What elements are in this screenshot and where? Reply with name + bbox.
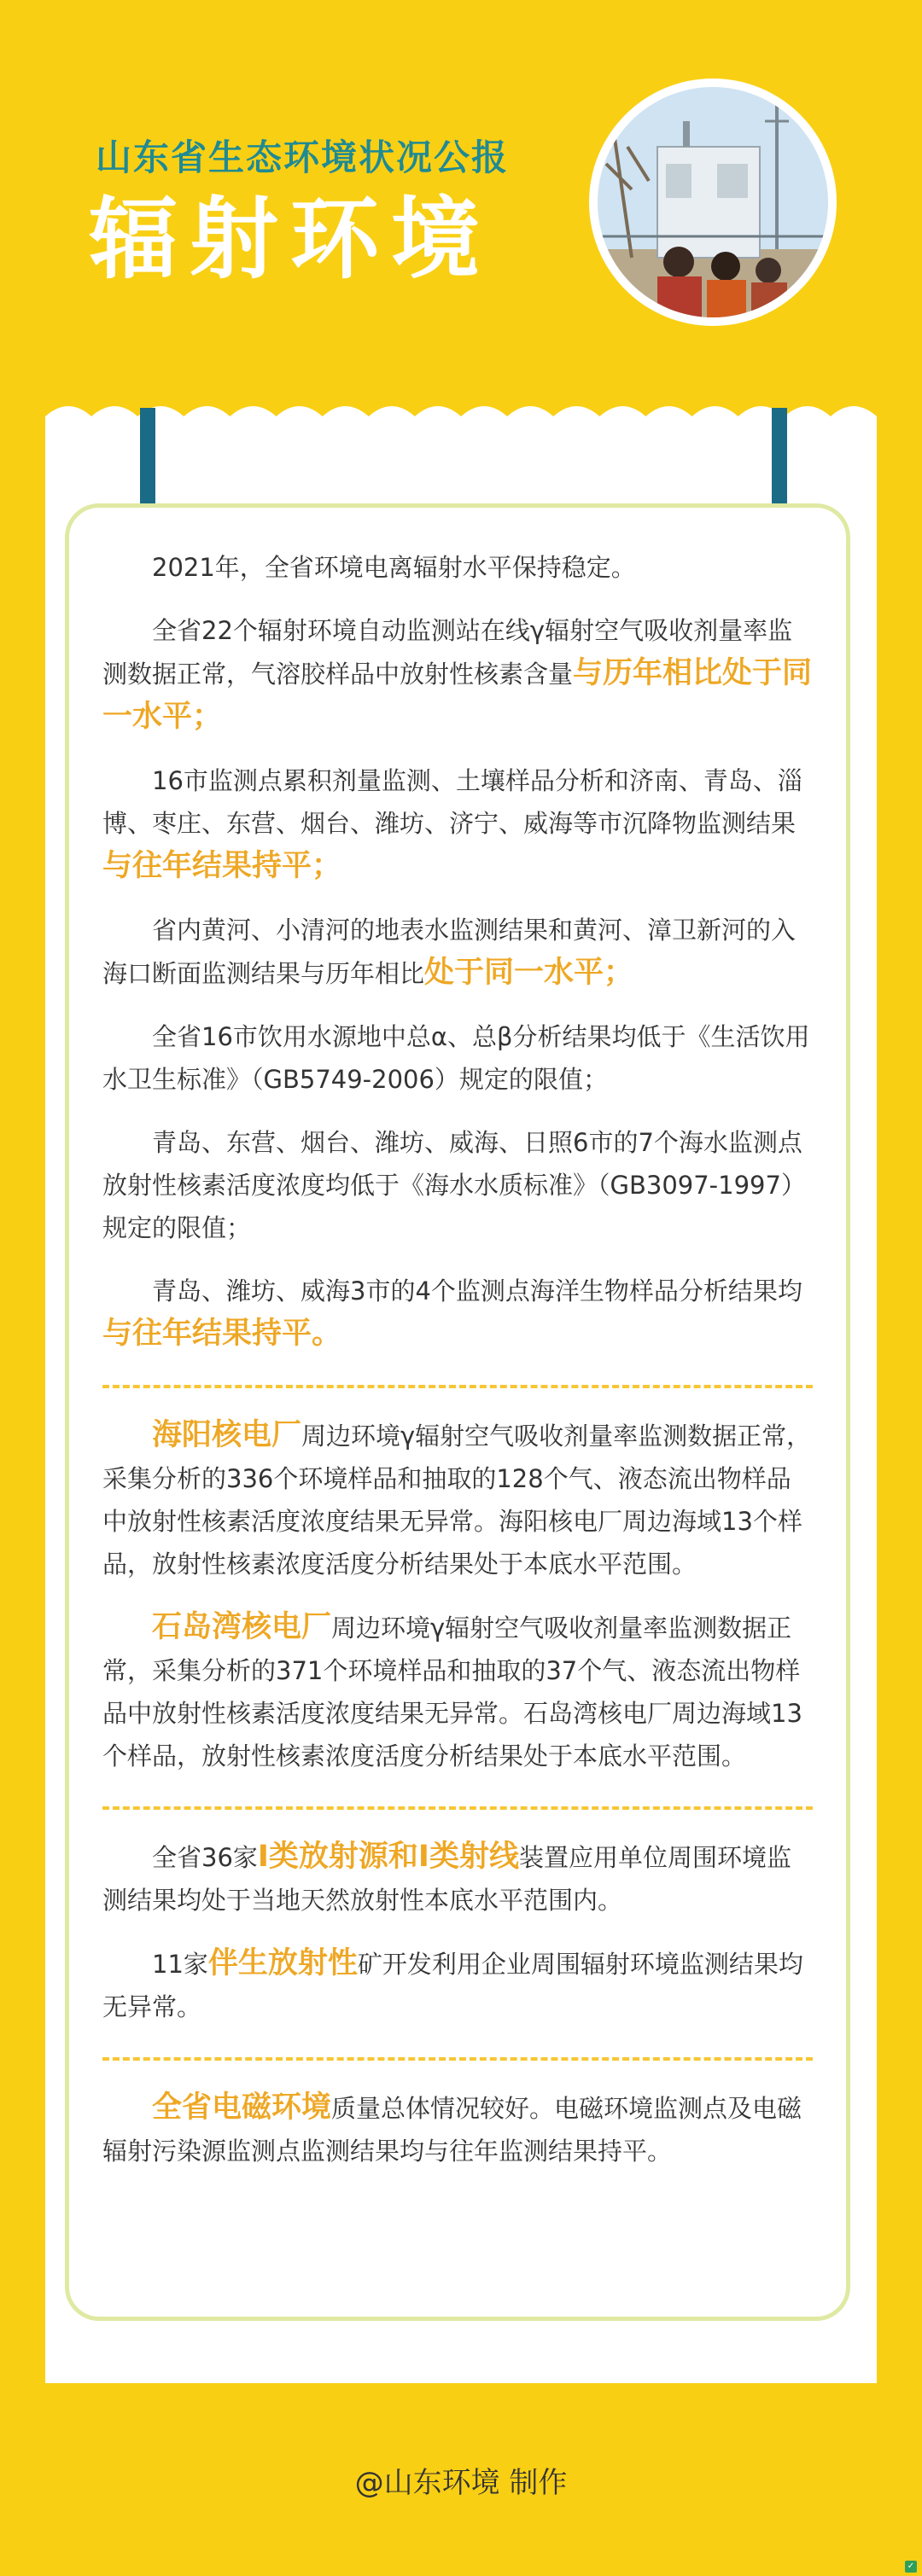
auto-stations-text: 全省22个辐射环境自动监测站在线γ辐射空气吸收剂量率监测数据正常，气溶胶样品中放射性核素含量 bbox=[102, 616, 793, 689]
header-photo bbox=[589, 79, 837, 326]
shidaowan-text: 周边环境γ辐射空气吸收剂量率监测数据正常，采集分析的371个环境样品和抽取的37个气、液态流出物样品中放射性核素活度浓度结果无异常。石岛湾核电厂周边海域13个样品，放射性核素浓度活度分析结果处于本底水平范围。 bbox=[102, 1614, 802, 1771]
corner-badge-icon: ✓ bbox=[905, 2561, 917, 2573]
report-subtitle: 山东省生态环境状况公报 bbox=[96, 137, 510, 178]
electromagnetic-highlight: 全省电磁环境 bbox=[152, 2090, 332, 2125]
haiyang-highlight: 海阳核电厂 bbox=[152, 1418, 302, 1452]
monitoring-station-illustration bbox=[598, 87, 828, 317]
hanger-rod-right bbox=[772, 408, 787, 509]
paragraph-electromagnetic bbox=[102, 2086, 813, 2172]
paragraph-shidaowan bbox=[102, 1606, 813, 1777]
dashed-divider bbox=[102, 1806, 813, 1810]
radiation-sources-highlight: Ⅰ类放射源和Ⅰ类射线 bbox=[257, 1840, 519, 1874]
auto-stations-highlight: 与历年相比处于同一水平； bbox=[102, 656, 813, 734]
marine-biology-highlight: 与往年结果持平。 bbox=[102, 1317, 342, 1351]
paragraph-city-monitoring bbox=[102, 759, 813, 888]
scalloped-edge bbox=[45, 403, 877, 430]
report-content bbox=[102, 546, 813, 2172]
paragraph-radiation-sources bbox=[102, 1835, 813, 1922]
marine-biology-text: 青岛、潍坊、威海3市的4个监测点海洋生物样品分析结果均 bbox=[152, 1276, 802, 1305]
dashed-divider bbox=[102, 1385, 813, 1388]
hanger-rod-left bbox=[140, 408, 155, 509]
paragraph-summary bbox=[102, 546, 813, 589]
city-monitoring-highlight: 与往年结果持平； bbox=[102, 849, 342, 883]
radiation-sources-prefix: 全省36家 bbox=[152, 1843, 258, 1872]
dashed-divider bbox=[102, 2057, 813, 2061]
radiation-sources-text: 装置应用单位周围环境监测结果均处于当地天然放射性本底水平范围内。 bbox=[102, 1843, 791, 1915]
paragraph-marine-biology bbox=[102, 1270, 813, 1356]
paragraph-sea-water bbox=[102, 1121, 813, 1249]
paragraph-drinking-water bbox=[102, 1015, 813, 1101]
paragraph-associated-radioactivity bbox=[102, 1942, 813, 2028]
paragraph-surface-water bbox=[102, 909, 813, 995]
drinking-water-text: 全省16市饮用水源地中总α、总β分析结果均低于《生活饮用水卫生标准》（GB5749-2006）规定的限值； bbox=[102, 1022, 810, 1094]
sea-water-text: 青岛、东营、烟台、潍坊、威海、日照6市的7个海水监测点放射性核素活度浓度均低于《海水水质标准》（GB3097-1997）规定的限值； bbox=[102, 1128, 806, 1242]
haiyang-text: 周边环境γ辐射空气吸收剂量率监测数据正常，采集分析的336个环境样品和抽取的128个气、液态流出物样品中放射性核素活度浓度结果无异常。海阳核电厂周边海域13个样品，放射性核素浓度活度分析结果处于本底水平范围。 bbox=[102, 1422, 812, 1579]
surface-water-text: 省内黄河、小清河的地表水监测结果和黄河、漳卫新河的入海口断面监测结果与历年相比 bbox=[102, 916, 797, 988]
electromagnetic-text: 质量总体情况较好。电磁环境监测点及电磁辐射污染源监测点监测结果均与往年监测结果持平。 bbox=[102, 2094, 802, 2166]
shidaowan-highlight: 石岛湾核电厂 bbox=[152, 1610, 332, 1644]
associated-text: 矿开发利用企业周围辐射环境监测结果均无异常。 bbox=[102, 1950, 803, 2021]
paragraph-auto-stations bbox=[102, 609, 813, 739]
surface-water-highlight: 处于同一水平； bbox=[424, 956, 634, 990]
paragraph-haiyang bbox=[102, 1414, 813, 1585]
page-title: 辐射环境 bbox=[89, 187, 493, 291]
associated-prefix: 11家 bbox=[152, 1950, 208, 1979]
city-monitoring-text: 16市监测点累积剂量监测、土壤样品分析和济南、青岛、淄博、枣庄、东营、烟台、潍坊、济宁、威海等市沉降物监测结果 bbox=[102, 766, 802, 838]
summary-text: 2021年，全省环境电离辐射水平保持稳定。 bbox=[152, 553, 636, 582]
footer-credit: @山东环境 制作 bbox=[354, 2466, 568, 2500]
associated-highlight: 伴生放射性 bbox=[207, 1946, 358, 1980]
